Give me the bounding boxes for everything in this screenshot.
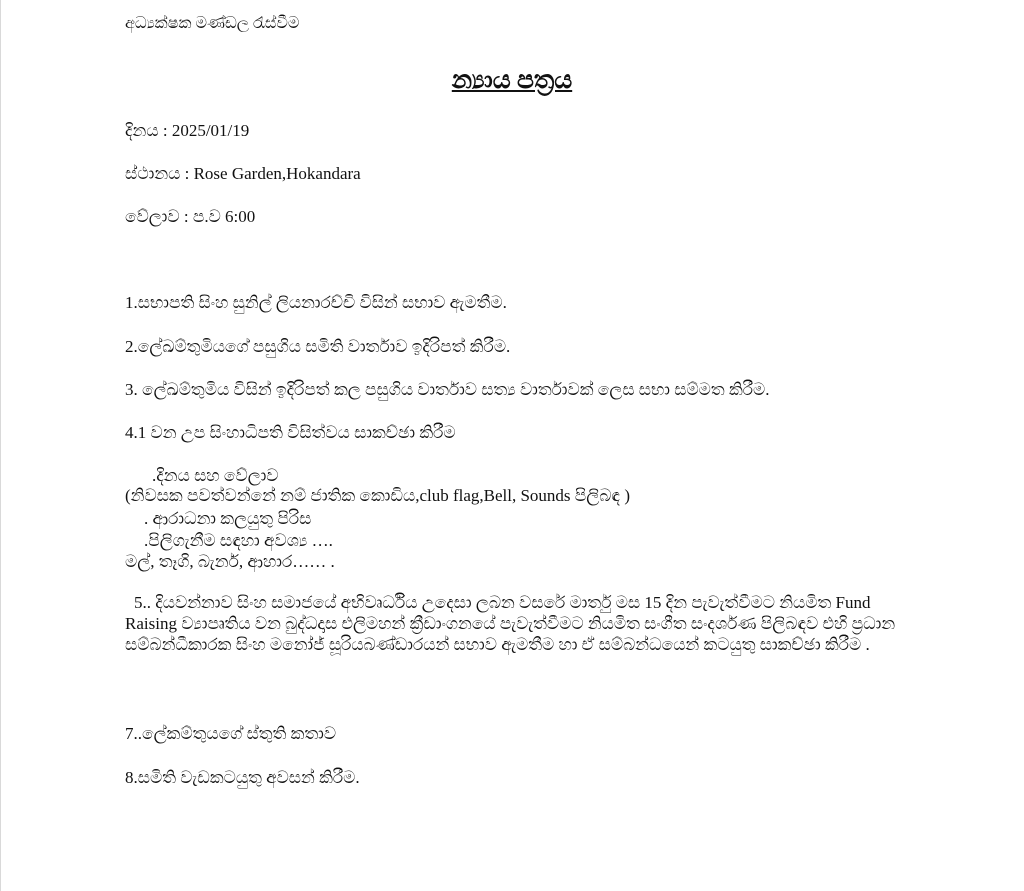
meta-date: දිනය : 2025/01/19 xyxy=(125,121,250,140)
agenda-item-5: 5.. දියවන්නාව සිංහ සමාජයේ අභිවෘර්ධිය උදෙසා ලබන වසරේ මාර්තු මස 15 දින පැවැත්වීමට නියමිත Fund Raising ව්‍යාපෘතිය වන බුද්ධදාස එලිමහන් ක්‍රීඩාංගනයේ පැවැත්වීමට නියමිත සංගීත සංදර්ශණ පිලිබඳව එහි ප්‍රධාන සම්බන්ධීකාරක සිංහ මනෝජ් සූරියබණ්ඩාරයන් සභාව ඇමතීම හා ඒ සම්බන්ධයෙන් කටයුතු සාකච්ඡා කිරීම . xyxy=(125,593,896,654)
meta-date-value: 2025/01/19 xyxy=(171,121,250,140)
agenda-item-4-sub-welcome: .පිලිගැනීම සඳහා අවශ්‍ය …. xyxy=(144,531,333,550)
meta-time: වේලාව : ප.ව 6:00 xyxy=(125,207,256,226)
meta-time-label: වේලාව xyxy=(125,207,180,226)
agenda-item-8: 8.සමිති වැඩකටයුතු අවසන් කිරීම. xyxy=(125,768,360,787)
agenda-item-3: 3. ලේඛම්තුමිය විසින් ඉදිරිපත් කල පසුගිය වාර්තාව සත්‍ය වාර්තාවක් ලෙස සභා සම්මත කිරීම. xyxy=(125,380,770,399)
agenda-item-7: 7..ලේකම්තුයගේ ස්තුති කතාව xyxy=(125,724,337,743)
meta-time-value: ප.ව 6:00 xyxy=(192,207,256,226)
document-title: න්‍යාය පත්‍රය xyxy=(451,67,573,94)
agenda-item-4-sub-invitees: . ආරාධනා කලයුතු පිරිස xyxy=(144,509,312,528)
agenda-item-4-sub-items: මල්, තෑගි, බැනර්, ආහාර…… . xyxy=(125,552,335,571)
header-org-line: අධ්‍යක්ෂක මණ්ඩල රැස්වීම xyxy=(125,15,300,32)
meta-date-label: දිනය xyxy=(125,121,159,140)
agenda-item-4-sub-flag-note: (නිවසක පවත්වන්නේ නම් ජාතික කොඩිය,club flag,Bell, Sounds පිලිබඳ ) xyxy=(125,486,631,505)
agenda-item-4-sub-date-time: .දිනය සහ වේලාව xyxy=(152,466,279,485)
meta-venue: ස්ථානය : Rose Garden,Hokandara xyxy=(125,164,361,183)
agenda-item-4: 4.1 වන උප සිංහාධිපති විසිත්වය සාකච්ඡා කිරීම xyxy=(125,423,456,442)
agenda-item-2: 2.ලේඛම්තුමියගේ පසුගිය සමිති වාර්තාව ඉදිරිපත් කිරීම. xyxy=(125,337,511,356)
meta-venue-label: ස්ථානය xyxy=(125,164,181,183)
agenda-item-1: 1.සභාපති සිංහ සුනිල් ලියනාරච්චි විසින් සභාව ඇමතීම. xyxy=(125,293,507,312)
meta-venue-value: Rose Garden,Hokandara xyxy=(193,164,361,183)
